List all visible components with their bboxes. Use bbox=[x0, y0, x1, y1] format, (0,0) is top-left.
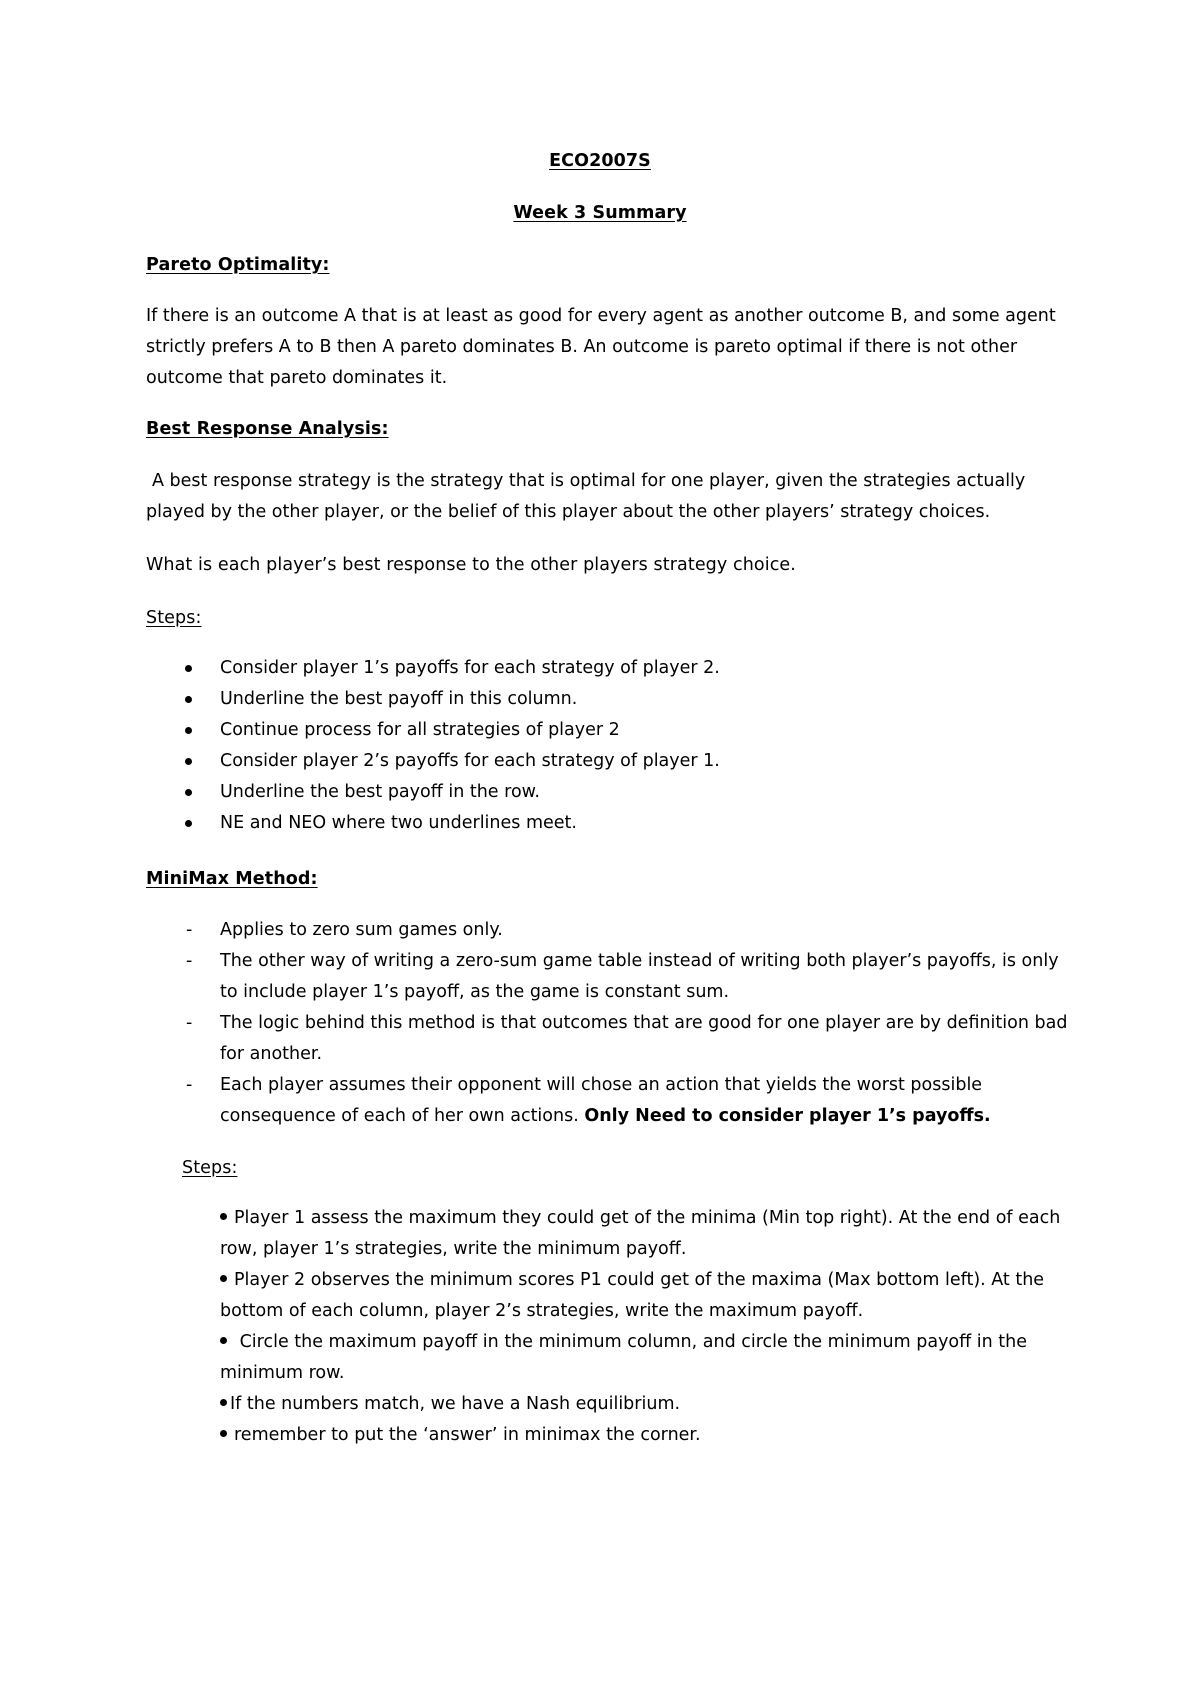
list-item bbox=[146, 1008, 1076, 1070]
bullet-icon bbox=[220, 1430, 227, 1437]
step-text: If the numbers match, we have a Nash equilibrium. bbox=[230, 1394, 681, 1414]
list-item bbox=[220, 1327, 1080, 1389]
step-text: Player 2 observes the minimum scores P1 could get of the maxima (Max bottom left). At the bottom of each column, player 2’s strategies, write the maximum payoff. bbox=[220, 1270, 1045, 1321]
step-text: Underline the best payoff in the row. bbox=[220, 782, 540, 802]
list-item bbox=[146, 715, 720, 746]
point-text: The other way of writing a zero-sum game table instead of writing both player’s payoffs, is only to include player 1’s payoff, as the game is constant sum. bbox=[220, 951, 1059, 1002]
minimax-points bbox=[146, 915, 1076, 1132]
bullet-icon bbox=[185, 696, 192, 703]
step-text: Continue process for all strategies of player 2 bbox=[220, 720, 620, 740]
list-item bbox=[220, 1389, 1080, 1420]
list-item bbox=[146, 915, 1076, 946]
course-code: ECO2007S bbox=[549, 151, 651, 171]
list-item bbox=[220, 1265, 1080, 1327]
best-response-steps bbox=[146, 653, 720, 839]
bullet-icon bbox=[220, 1275, 227, 1282]
best-response-steps-heading: Steps: bbox=[146, 608, 202, 628]
point-emphasis: Only Need to consider player 1’s payoffs. bbox=[584, 1106, 991, 1126]
minimax-steps-heading: Steps: bbox=[182, 1158, 238, 1178]
bullet-icon bbox=[185, 727, 192, 734]
bullet-icon bbox=[185, 789, 192, 796]
step-text: remember to put the ‘answer’ in minimax the corner. bbox=[234, 1425, 701, 1445]
step-text: Player 1 assess the maximum they could get of the minima (Min top right). At the end of each row, player 1’s strategies, write the minimum payoff. bbox=[220, 1208, 1061, 1259]
bullet-icon bbox=[185, 820, 192, 827]
step-text: NE and NEO where two underlines meet. bbox=[220, 813, 577, 833]
bullet-icon bbox=[185, 665, 192, 672]
step-text: Consider player 2’s payoffs for each strategy of player 1. bbox=[220, 751, 720, 771]
list-item bbox=[146, 808, 720, 839]
list-item bbox=[146, 777, 720, 808]
point-text: Applies to zero sum games only. bbox=[220, 920, 503, 940]
bullet-icon bbox=[220, 1337, 227, 1344]
step-text: Underline the best payoff in this column. bbox=[220, 689, 578, 709]
bullet-icon bbox=[185, 758, 192, 765]
point-text: Each player assumes their opponent will chose an action that yields the worst possible consequence of each of her own actions. bbox=[220, 1075, 983, 1126]
dash-marker: - bbox=[186, 951, 193, 971]
dash-marker: - bbox=[186, 1013, 193, 1033]
point-text: The logic behind this method is that outcomes that are good for one player are by definition bad for another. bbox=[220, 1013, 1068, 1064]
list-item bbox=[220, 1420, 1080, 1451]
bullet-icon bbox=[220, 1399, 227, 1406]
best-response-heading: Best Response Analysis: bbox=[146, 419, 389, 439]
bullet-icon bbox=[220, 1213, 227, 1220]
list-item bbox=[146, 746, 720, 777]
list-item bbox=[146, 684, 720, 715]
dash-marker: - bbox=[186, 920, 193, 940]
step-text: Consider player 1’s payoffs for each strategy of player 2. bbox=[220, 658, 720, 678]
step-text: Circle the maximum payoff in the minimum column, and circle the minimum payoff in the minimum row. bbox=[220, 1332, 1027, 1383]
list-item bbox=[146, 653, 720, 684]
list-item bbox=[146, 946, 1076, 1008]
minimax-heading: MiniMax Method: bbox=[146, 869, 318, 889]
dash-marker: - bbox=[186, 1075, 193, 1095]
list-item bbox=[220, 1203, 1080, 1265]
best-response-question: What is each player’s best response to the other players strategy choice. bbox=[146, 555, 796, 575]
week-title: Week 3 Summary bbox=[513, 203, 687, 223]
best-response-definition: A best response strategy is the strategy that is optimal for one player, given the strategies actually played by the other player, or the belief of this player about the other players’ strategy choices. bbox=[146, 471, 1026, 522]
list-item bbox=[146, 1070, 1076, 1132]
minimax-steps bbox=[220, 1203, 1080, 1451]
pareto-body: If there is an outcome A that is at least as good for every agent as another outcome B, and some agent strictly prefers A to B then A pareto dominates B. An outcome is pareto optimal if there is not other outcome that pareto dominates it. bbox=[146, 306, 1056, 388]
pareto-heading: Pareto Optimality: bbox=[146, 255, 330, 275]
